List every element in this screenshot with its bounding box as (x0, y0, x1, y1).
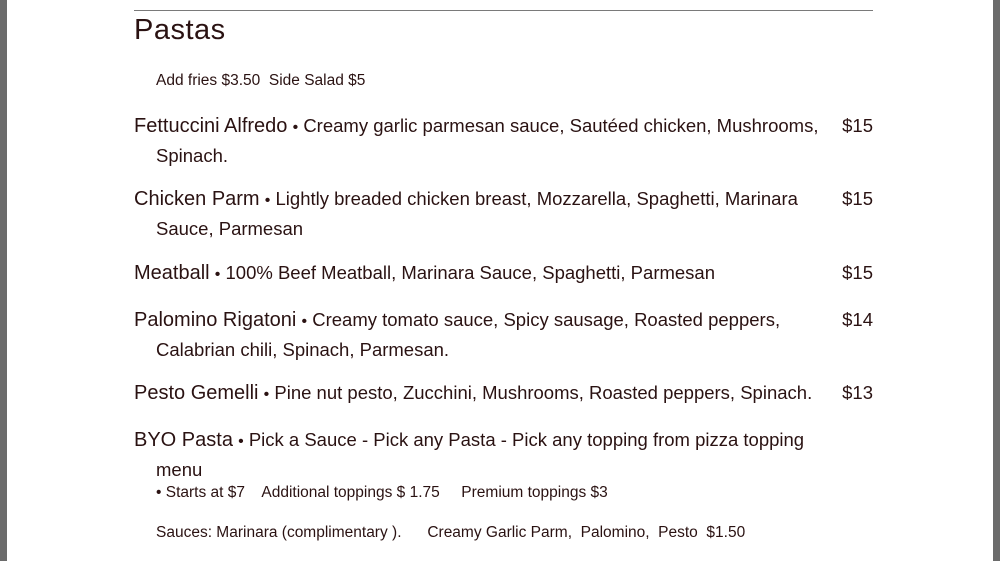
item-bullet: • (264, 192, 271, 209)
item-price: $15 (842, 188, 873, 209)
item-description: 100% Beef Meatball, Marinara Sauce, Spaghetti, Parmesan (225, 262, 716, 283)
item-price: $15 (842, 262, 873, 283)
item-name: Fettuccini Alfredo (134, 115, 288, 137)
item-bullet: • (263, 386, 270, 403)
byo-pricing-note: • Starts at $7 Additional toppings $ 1.75 Premium toppings $3 (156, 484, 608, 501)
item-description: Creamy tomato sauce, Spicy sausage, Roasted peppers, Calabrian chili, Spinach, Parmesan. (156, 309, 781, 360)
menu-page (7, 0, 993, 561)
item-description: Lightly breaded chicken breast, Mozzarella, Spaghetti, Marinara Sauce, Parmesan (156, 188, 798, 239)
item-price: $13 (842, 382, 873, 403)
item-name: Palomino Rigatoni (134, 309, 297, 331)
item-name: Pesto Gemelli (134, 382, 259, 404)
item-description: Creamy garlic parmesan sauce, Sautéed chicken, Mushrooms, Spinach. (156, 115, 819, 166)
menu-item-byo-pasta (134, 426, 874, 484)
add-ons-note: Add fries $3.50 Side Salad $5 (156, 72, 366, 89)
menu-item-fettuccini-alfredo (134, 112, 874, 170)
item-name: BYO Pasta (134, 429, 233, 451)
item-description: Pick a Sauce - Pick any Pasta - Pick any topping from pizza topping menu (156, 429, 805, 480)
section-title: Pastas (134, 14, 226, 46)
item-bullet: • (238, 433, 244, 450)
top-divider (134, 10, 873, 11)
item-name: Chicken Parm (134, 188, 260, 210)
item-description: Pine nut pesto, Zucchini, Mushrooms, Roasted peppers, Spinach. (274, 382, 813, 403)
menu-item-pesto-gemelli (134, 379, 874, 409)
item-name: Meatball (134, 262, 210, 284)
item-price: $14 (842, 309, 873, 330)
item-bullet: • (292, 119, 299, 136)
menu-item-meatball (134, 259, 874, 289)
menu-item-chicken-parm (134, 185, 874, 243)
item-bullet: • (214, 266, 221, 283)
item-price: $15 (842, 115, 873, 136)
byo-sauces-note: Sauces: Marinara (complimentary ). Creamy Garlic Parm, Palomino, Pesto $1.50 (156, 524, 746, 541)
item-bullet: • (301, 313, 308, 330)
menu-item-palomino-rigatoni (134, 306, 874, 364)
